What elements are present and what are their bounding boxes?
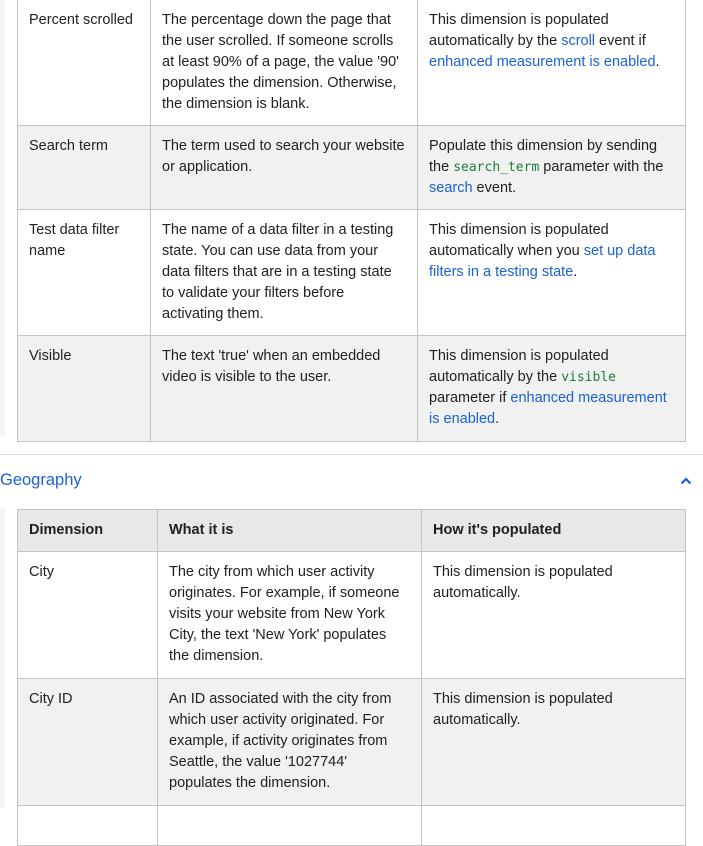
dimension-cell: Test data filter name bbox=[18, 210, 151, 336]
table-row bbox=[18, 336, 686, 442]
table-row bbox=[18, 126, 686, 210]
text: event. bbox=[472, 180, 517, 196]
visible-code: visible bbox=[561, 370, 616, 385]
text: This dimension is populated automatically when you bbox=[429, 222, 609, 259]
search-term-code: search_term bbox=[453, 160, 540, 175]
text: . bbox=[495, 411, 500, 427]
section-divider bbox=[0, 454, 703, 455]
chevron-up-icon[interactable] bbox=[679, 474, 693, 488]
text: . bbox=[655, 54, 660, 70]
dimensions-table-continued bbox=[17, 0, 686, 442]
description-cell bbox=[158, 806, 422, 846]
text: parameter if bbox=[429, 390, 511, 406]
population-cell: This dimension is populated automatically. bbox=[422, 552, 686, 679]
description-cell: The term used to search your website or application. bbox=[151, 126, 418, 210]
header-what-it-is: What it is bbox=[158, 510, 422, 552]
population-cell bbox=[418, 0, 686, 126]
population-cell bbox=[422, 806, 686, 846]
dimension-cell: Percent scrolled bbox=[18, 0, 151, 126]
dimension-cell: Search term bbox=[18, 126, 151, 210]
header-how-populated: How it's populated bbox=[422, 510, 686, 552]
table-row bbox=[18, 210, 686, 336]
description-cell: The percentage down the page that the user scrolled. If someone scrolls at least 90% of a page, the value '90' populates the dimension. Otherwise, the dimension is blank. bbox=[151, 0, 418, 126]
population-cell bbox=[418, 126, 686, 210]
text: This dimension is populated automatically by the bbox=[429, 12, 609, 49]
dimension-cell: Visible bbox=[18, 336, 151, 442]
description-cell: The text 'true' when an embedded video is visible to the user. bbox=[151, 336, 418, 442]
population-cell bbox=[418, 210, 686, 336]
geography-table bbox=[17, 509, 686, 846]
left-rail bbox=[0, 0, 5, 436]
enhanced-measurement-link[interactable]: enhanced measurement is enabled bbox=[429, 390, 667, 427]
table-row bbox=[18, 0, 686, 126]
scroll-event-link[interactable]: scroll bbox=[561, 33, 596, 49]
header-dimension: Dimension bbox=[18, 510, 158, 552]
left-rail bbox=[0, 508, 5, 808]
text: event if bbox=[595, 33, 646, 49]
population-cell bbox=[418, 336, 686, 442]
text: parameter with the bbox=[539, 159, 664, 175]
text: . bbox=[573, 264, 578, 280]
data-filters-link[interactable]: set up data filters in a testing state bbox=[429, 243, 656, 280]
search-event-link[interactable]: search bbox=[429, 180, 473, 196]
dimension-cell: City ID bbox=[18, 679, 158, 806]
dimension-cell: City bbox=[18, 552, 158, 679]
table-header-row bbox=[18, 510, 686, 552]
text: Populate this dimension by sending the bbox=[429, 138, 658, 175]
enhanced-measurement-link[interactable]: enhanced measurement is enabled bbox=[429, 54, 656, 70]
table-row bbox=[18, 806, 686, 846]
text: This dimension is populated automatically by the bbox=[429, 348, 609, 385]
description-cell: The name of a data filter in a testing state. You can use data from your data filters that are in a testing state to validate your filters before activating them. bbox=[151, 210, 418, 336]
section-heading-geography[interactable]: Geography bbox=[0, 471, 82, 489]
table-row bbox=[18, 552, 686, 679]
description-cell: The city from which user activity originates. For example, if someone visits your website from New York City, the text 'New York' populates the dimension. bbox=[158, 552, 422, 679]
dimension-cell bbox=[18, 806, 158, 846]
population-cell: This dimension is populated automatically. bbox=[422, 679, 686, 806]
table-row bbox=[18, 679, 686, 806]
description-cell: An ID associated with the city from which user activity originated. For example, if activity originates from Seattle, the value '1027744' populates the dimension. bbox=[158, 679, 422, 806]
